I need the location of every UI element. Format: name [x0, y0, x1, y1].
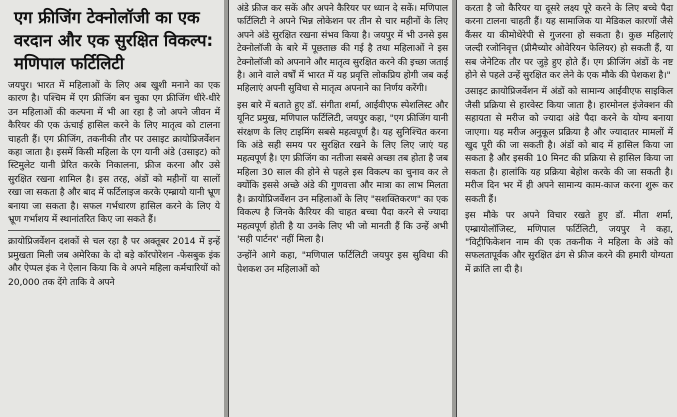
column-2-paragraph-1: अंडे फ्रीज कर सकें और अपने कैरियर पर ध्यान दे सकें। मणिपाल फर्टिलिटी ने अपने भिन्न लोकेशन पर तीन से चार महीनों के लिए अपने अंडे सुरक्षित रखना संभव किया है। जयपुर में भी उनसे इस टेक्नोलॉजी के बारे में पूछताछ की गई है तथा महिलाओं ने इस टेक्नोलॉजी को अपनाने और मातृत्व सुरक्षित करने की इच्छा जताई है। आने वाले वर्षों में भारत में यह प्रवृत्ति लोकप्रिय होगी जब कई महिलाएं अपनी सुविधा से मातृत्व अपनाने का निर्णय करेंगी। [237, 3, 448, 95]
column-divider-line [8, 230, 220, 231]
article-headline: एग फ्रीजिंग टेक्नोलॉजी का एक वरदान और एक सुरक्षित विकल्प: मणिपाल फर्टिलिटी [14, 8, 214, 73]
column-2-paragraph-3: उन्होंने आगे कहा, "मणिपाल फर्टिलिटी जयपुर इस सुविधा की पेशकश उन महिलाओं को [237, 250, 448, 275]
article-column-3 [456, 0, 677, 417]
column-3-paragraph-2: उसाइट क्रायोप्रिजर्वेशन में अंडों को सामान्य आईवीएफ साइकिल जैसी प्रक्रिया से हारवेस्ट किया जाता है। हारमोनल इंजेक्शन की सहायता से मरीज को ज्यादा अंडे पैदा करने के योग्य बनाया जाएगा। यह मरीज अनुकूल प्रक्रिया है और ज्यादातर मामलों में खुद पूरी की जा सकती है। अंडों को बाद में हासिल किया जा सकता है और इसकी 10 मिनट की प्रक्रिया से हासिल किया जा सकता है। हालांकि यह प्रक्रिया बेहोश करके की जा सकती है। मरीज दिन भर में ही अपने सामान्य काम-काज करना शुरू कर सकती हैं। [465, 86, 673, 205]
column-2-paragraph-2: इस बारे में बताते हुए डॉ. संगीता शर्मा, आईवीएफ स्पेशलिस्ट और यूनिट प्रमुख, मणिपाल फर्टिलिटी, जयपुर कहा, "एग फ्रीजिंग यानी संरक्षण के लिए टाइमिंग सबसे महत्वपूर्ण है। यह सुनिश्चित करना कि अंडे सही समय पर सुरक्षित रखने के लिए लिए जाएं यह महत्वपूर्ण है। एग फ्रीजिंग का नतीजा सबसे अच्छा तब होता है जब महिला 30 साल की होने से पहले इस विकल्प का चुनाव कर ले क्योंकि इससे अच्छे अंडे की गुणवत्ता और मात्रा का लाभ मिलता है। क्रायोप्रिजर्वेशन उन महिलाओं के लिए "सशक्तिकरण" का एक विकल्प है जिनके कैरियर की चाहत बच्चा पैदा करने से ज्यादा महत्वपूर्ण होती है या उनके लिए भी जो मानती हैं कि उन्हें अभी 'सही पार्टनर' नहीं मिला है। [237, 99, 448, 245]
article-column-2 [228, 0, 452, 417]
column-3-paragraph-3: इस मौके पर अपने विचार रखते हुए डॉ. मीता शर्मा, एम्ब्रायोलॉजिस्ट, मणिपाल फर्टिलिटी, जयपुर ने कहा, "विट्रीफिकेशन नाम की एक तकनीक ने महिला के अंडे को सफलतापूर्वक और सुरक्षित ढंग से फ्रीज करने की हमारी योग्यता में क्रांति ला दी है। [465, 210, 673, 275]
column-1-paragraph-1: जयपुर। भारत में महिलाओं के लिए अब खुशी मनाने का एक कारण है। पश्चिम में एग फ्रीजिंग बन चुका एग फ्रीजिंग धीरे-धीरे उन महिलाओं की कल्पना में भी आ रहा है जो अपने जीवन में कैरियर की एक ऊंचाई हासिल करने के लिए मातृत्व को टालना चाहती हैं। एग फ्रीजिंग, तकनीकी तौर पर उसाइट क्रायोप्रिजर्वेशन कहा जाता है। इसमें किसी महिला के एग यानी अंडे (उसाइट) को स्टिमुलेट यानी प्रेरित करके निकालना, फ्रीज करना और उसे सुरक्षित रखना शामिल है। इस तरह, अंडों को महीनों या सालों रखा जा सकता है और बाद में फर्टिलाइज करके एम्ब्रायो यानी भ्रूण बनाया जा सकता है। सफल गर्भधारण हासिल करने के लिए ये भ्रूण गर्भाशय में स्थानांतरित किए जा सकते हैं। [8, 80, 220, 226]
column-1-paragraph-2: क्रायोप्रिजर्वेशन दशकों से चल रहा है पर अक्तूबर 2014 में इन्हें प्रमुखता मिली जब अमेरिका के दो बड़े कॉरपोरेशन -फेसबुक इंक और ऐप्पल इंक ने ऐलान किया कि वे अपने महिला कर्मचारियों को 20,000 तक देंगे ताकि वे अपने [8, 236, 220, 288]
article-column-1 [0, 0, 224, 417]
column-3-paragraph-1: करता है जो कैरियर या दूसरे लक्ष्य पूरे करने के लिए बच्चे पैदा करना टालना चाहती हैं। यह सामाजिक या मेडिकल कारणों जैसे कैंसर या कीमोथेरेपी से गुजरना हो सकता है। कुछ महिलाएं जल्दी रजोनिवृत्त (प्रीमैच्योर ओवेरियन फेलियर) हो सकती हैं, या सब जेनेटिक तौर पर जुड़े हुए होते हैं। एग फ्रीजिंग अंडों के नष्ट होने से पहले उन्हें सुरक्षित कर लेने के एक मौके की पेशकश है।" [465, 3, 673, 82]
